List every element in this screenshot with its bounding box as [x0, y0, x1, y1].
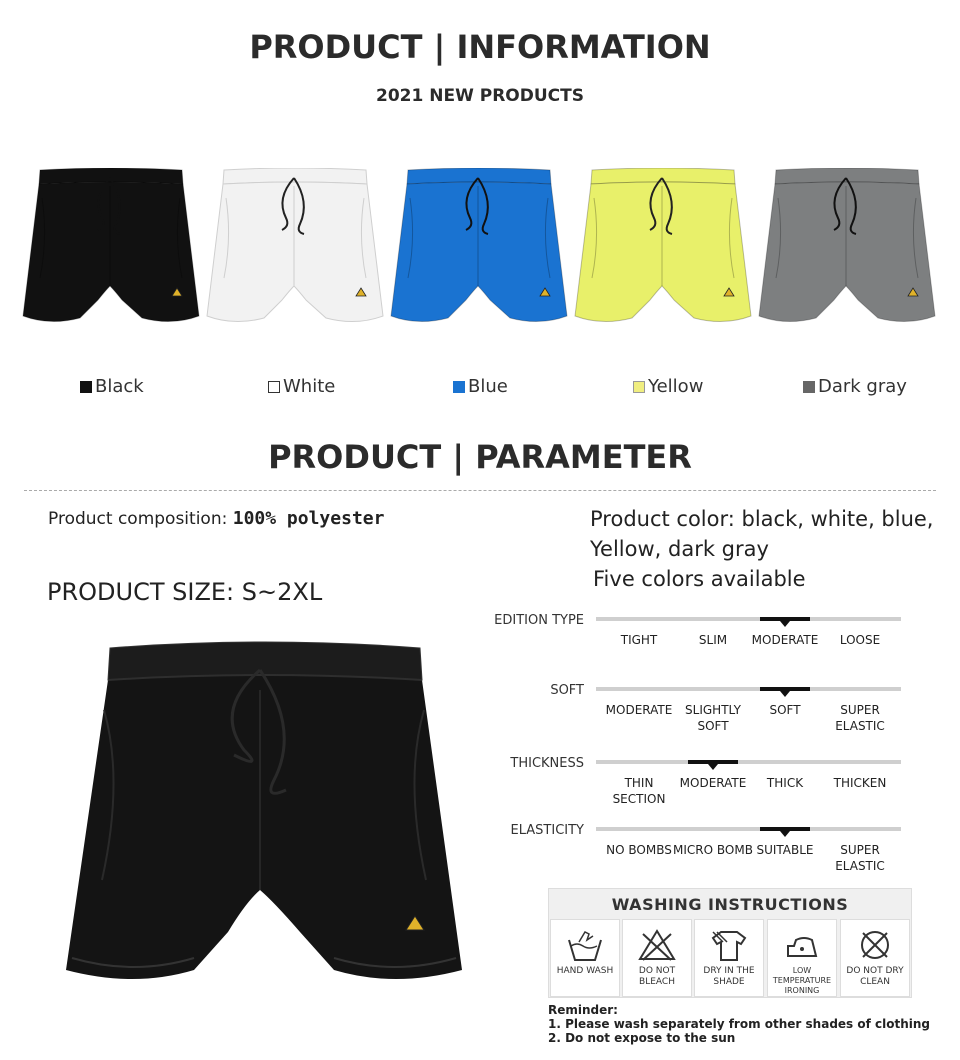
care-item-hand-wash: HAND WASH [550, 919, 620, 997]
washing-instructions [548, 888, 912, 998]
attr-scale-thickness [596, 760, 901, 764]
attr-scale-elasticity [596, 827, 901, 831]
attr-option: THIN SECTION [612, 776, 666, 806]
divider [24, 490, 936, 491]
reminder-title: Reminder: [548, 1003, 618, 1017]
attr-scale-edition-type [596, 617, 901, 621]
no-bleach-icon [637, 928, 677, 962]
attr-option: SLIGHTLY SOFT [685, 703, 741, 733]
care-item-dry-shade: DRY IN THE SHADE [694, 919, 764, 997]
attr-label-elasticity: ELASTICITY [510, 823, 584, 838]
low-temp-iron-icon [782, 928, 822, 962]
attr-option: LOOSE [839, 633, 881, 647]
attr-option: MODERATE [751, 633, 819, 647]
attr-selected-marker [760, 617, 810, 621]
info-subtitle: 2021 NEW PRODUCTS [376, 86, 584, 106]
colors-available: Five colors available [593, 567, 806, 591]
care-item-low-temp-iron: LOW TEMPERATURE IRONING [767, 919, 837, 997]
black-shorts-large-image [64, 640, 464, 992]
attr-selected-marker [688, 760, 738, 764]
info-title: PRODUCT | INFORMATION [249, 28, 711, 66]
attr-option: MODERATE [605, 703, 673, 717]
composition: Product composition: 100% polyester [48, 508, 385, 529]
product-size: PRODUCT SIZE: S~2XL [47, 578, 323, 606]
attr-option: TIGHT [620, 633, 658, 647]
attr-label-soft: SOFT [550, 683, 584, 698]
attr-option: SLIM [698, 633, 728, 647]
parameter-title: PRODUCT | PARAMETER [268, 438, 692, 476]
attr-option: SUPER ELASTIC [835, 703, 885, 733]
color-option-black: Black [80, 376, 144, 397]
blue-shorts-image [390, 168, 568, 326]
reminder-line-1: 1. Please wash separately from other shades of clothing [548, 1017, 931, 1031]
attr-option: SOFT [769, 703, 801, 717]
hand-wash-icon [565, 928, 605, 962]
yellow-shorts-image [574, 168, 752, 326]
washing-title: WASHING INSTRUCTIONS [611, 895, 849, 914]
attr-option: MODERATE [679, 776, 747, 790]
attr-option: NO BOMBS [606, 843, 672, 857]
dark-gray-shorts-image [758, 168, 936, 326]
attr-option: SUITABLE [756, 843, 814, 857]
attr-option: THICKEN [833, 776, 887, 790]
attr-option: SUPER ELASTIC [835, 843, 885, 873]
attr-selected-marker [760, 827, 810, 831]
product-color: Product color: black, white, blue, Yellow, dark gray [590, 507, 934, 561]
color-option-white: White [268, 376, 335, 397]
composition-value: 100% polyester [232, 508, 385, 529]
yellow-swatch [633, 381, 645, 393]
color-option-blue: Blue [453, 376, 508, 397]
dry-in-shade-icon [709, 928, 749, 962]
dark-gray-swatch [803, 381, 815, 393]
attr-scale-soft [596, 687, 901, 691]
attr-selected-marker [760, 687, 810, 691]
attr-label-edition-type: EDITION TYPE [494, 613, 584, 628]
reminder-line-2: 2. Do not expose to the sun [548, 1031, 736, 1045]
black-shorts-image [22, 168, 200, 326]
white-swatch [268, 381, 280, 393]
black-swatch [80, 381, 92, 393]
no-dry-clean-icon [855, 928, 895, 962]
care-item-no-bleach: DO NOT BLEACH [622, 919, 692, 997]
care-item-no-dry-clean: DO NOT DRY CLEAN [840, 919, 910, 997]
attr-option: MICRO BOMB [673, 843, 753, 857]
color-option-yellow: Yellow [633, 376, 703, 397]
white-shorts-image [206, 168, 384, 326]
attr-label-thickness: THICKNESS [510, 756, 584, 771]
attr-option: THICK [766, 776, 804, 790]
blue-swatch [453, 381, 465, 393]
color-option-dark-gray: Dark gray [803, 376, 907, 397]
